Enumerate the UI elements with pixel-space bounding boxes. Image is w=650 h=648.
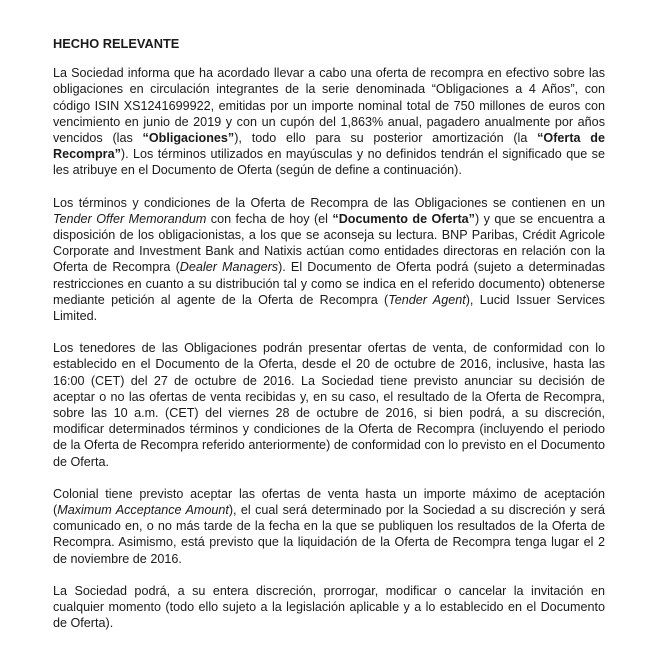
p2-italic-tender-agent: Tender Agent bbox=[388, 292, 466, 307]
p1-text-2: ), todo ello para su posterior amortización (la bbox=[234, 131, 538, 146]
p2-text-2: con fecha de hoy (el bbox=[206, 211, 333, 226]
paragraph-terms-conditions bbox=[53, 195, 605, 325]
p1-bold-obligaciones: “Obligaciones” bbox=[142, 131, 235, 146]
p2-text-4: ). El Documento de Oferta podrá (sujeto a determinadas restricciones en cuanto a su distribución tal y como se indica en el referido documento) obtenerse mediante petición al agente de la Oferta de Recompra ( bbox=[53, 260, 605, 307]
p4-italic-max-acceptance: Maximum Acceptance Amount bbox=[57, 503, 229, 518]
p2-bold-documento-oferta: “Documento de Oferta” bbox=[332, 211, 475, 226]
paragraph-discretion bbox=[53, 583, 605, 632]
p1-text-1: La Sociedad informa que ha acordado llevar a cabo una oferta de recompra en efectivo sobre las obligaciones en circulación integrantes de la serie denominada “Obligaciones a 4 Años”, con código ISIN XS1241699922, emitidas por un importe nominal total de 750 millones de euros con vencimiento en junio de 2019 y con un cupón del 1,863% anual, pagadero anualmente por años vencidos (las bbox=[53, 66, 605, 146]
p1-text-3: ). Los términos utilizados en mayúsculas y no definidos tendrán el significado que se les atribuye en el Documento de Oferta (según de define a continuación). bbox=[53, 147, 605, 178]
p1-bold-oferta-recompra: “Oferta de Recompra” bbox=[53, 131, 605, 162]
paragraph-acceptance-amount bbox=[53, 486, 605, 567]
document-body bbox=[53, 36, 605, 648]
p2-text-1: Los términos y condiciones de la Oferta de Recompra de las Obligaciones se contienen en un bbox=[53, 195, 605, 210]
paragraph-offer-period bbox=[53, 340, 605, 470]
p4-text-2: ), el cual será determinado por la Sociedad a su discreción y será comunicado en, o no más tarde de la fecha en la que se publiquen los resultados de la Oferta de Recompra. Asimismo, está previsto que la liquidación de la Oferta de Recompra tenga lugar el 2 de noviembre de 2016. bbox=[53, 503, 605, 566]
document-heading: HECHO RELEVANTE bbox=[53, 36, 180, 51]
p4-text-1: Colonial tiene previsto aceptar las ofertas de venta hasta un importe máximo de aceptación ( bbox=[53, 486, 605, 518]
p3-text-1: Los tenedores de las Obligaciones podrán presentar ofertas de venta, de conformidad con lo establecido en el Documento de la Oferta, desde el 20 de octubre de 2016, inclusive, hasta las 16:00 (CET) del 27 de octubre de 2016. La Sociedad tiene previsto anunciar su decisión de aceptar o no las ofertas de venta recibidas y, en su caso, el resultado de la Oferta de Recompra, sobre las 10 a.m. (CET) del viernes 28 de octubre de 2016, si bien podrá, a su discreción, modificar determinados términos y condiciones de la Oferta de Recompra (incluyendo el periodo de la Oferta de Recompra referido anteriormente) de conformidad con lo previsto en el Documento de Oferta. bbox=[53, 341, 605, 469]
p2-italic-memorandum: Tender Offer Memorandum bbox=[53, 211, 207, 226]
p2-italic-dealer-managers: Dealer Managers bbox=[179, 260, 279, 275]
p2-text-5: ), Lucid Issuer Services Limited. bbox=[53, 292, 605, 324]
p2-text-3: ) y que se encuentra a disposición de los obligacionistas, a los que se aconseja su lectura. BNP Paribas, Crédit Agricole Corporate and Investment Bank and Natixis actúan como entidades directoras en relación con la Oferta de Recompra ( bbox=[53, 211, 605, 275]
p5-text-1: La Sociedad podrá, a su entera discreción, prorrogar, modificar o cancelar la invitación en cualquier momento (todo ello sujeto a la legislación aplicable y a lo establecido en el Documento de Oferta). bbox=[53, 583, 605, 631]
paragraph-offer-announcement bbox=[53, 65, 605, 178]
